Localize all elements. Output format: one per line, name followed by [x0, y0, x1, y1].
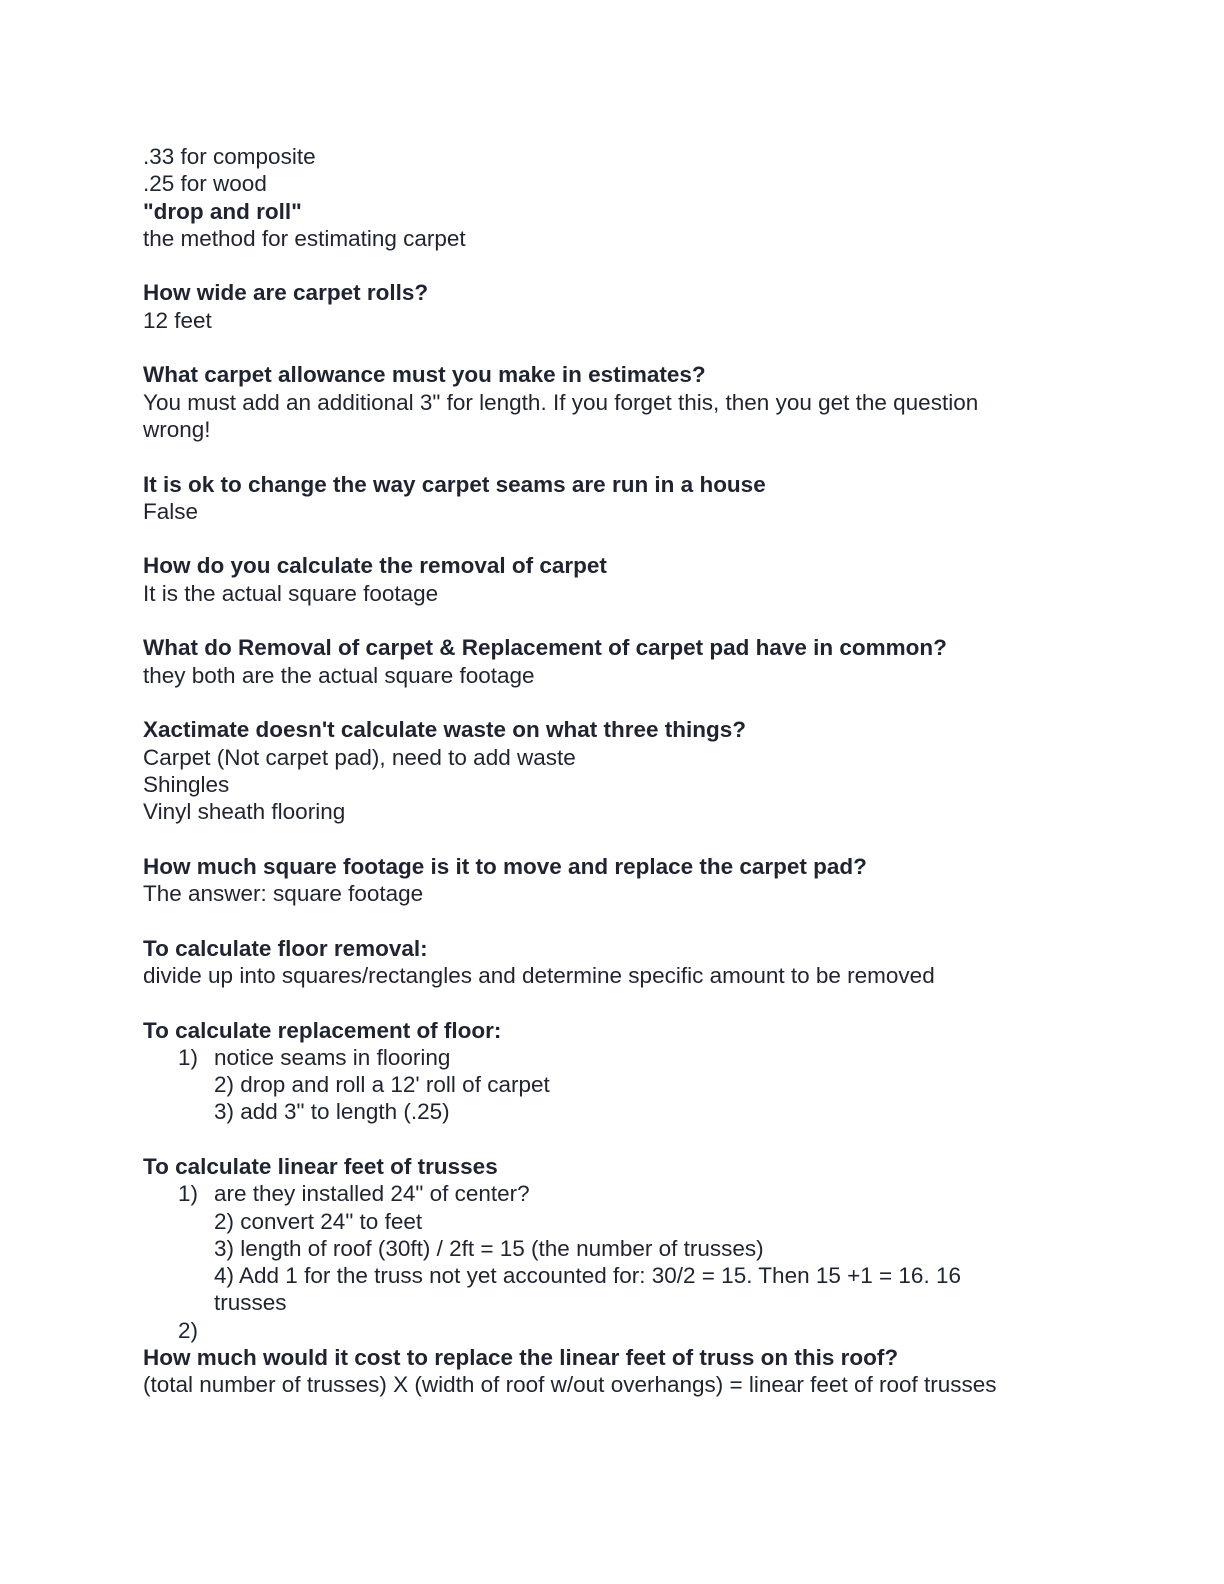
- question-xactimate-waste: Xactimate doesn't calculate waste on what three things?: [143, 717, 746, 743]
- floor-replacement-step-1: [143, 1044, 1063, 1071]
- floor-replacement-step-3: 3) add 3" to length (.25): [214, 1099, 450, 1125]
- list-number: 1): [178, 1044, 199, 1070]
- question-drop-and-roll: "drop and roll": [143, 198, 302, 224]
- truss-step-2: 2) convert 24" to feet: [214, 1208, 423, 1234]
- spacer: [143, 443, 1063, 470]
- answer-carpet-seams: False: [143, 498, 199, 524]
- answer-removal-replacement-common: they both are the actual square footage: [143, 662, 535, 688]
- spacer: [143, 525, 1063, 552]
- question-carpet-removal: How do you calculate the removal of carpet: [143, 553, 607, 579]
- intro-line-wood: .25 for wood: [143, 171, 267, 197]
- answer-roll-width: 12 feet: [143, 307, 212, 333]
- floor-replacement-step-2: 2) drop and roll a 12' roll of carpet: [214, 1072, 550, 1098]
- spacer: [143, 607, 1063, 634]
- spacer: [143, 907, 1063, 934]
- spacer: [143, 825, 1063, 852]
- question-truss-linear-feet: To calculate linear feet of trusses: [143, 1153, 498, 1179]
- truss-list-number-2: 2): [178, 1317, 199, 1343]
- answer-xactimate-waste-shingles: Shingles: [143, 771, 230, 797]
- question-roll-width: How wide are carpet rolls?: [143, 280, 429, 306]
- intro-line-composite: .33 for composite: [143, 144, 316, 169]
- question-floor-replacement: To calculate replacement of floor:: [143, 1017, 502, 1043]
- truss-step-4: 4) Add 1 for the truss not yet accounted for: 30/2 = 15. Then 15 +1 = 16. 16 trusses: [214, 1263, 961, 1316]
- question-floor-removal: To calculate floor removal:: [143, 935, 428, 961]
- answer-truss-cost: (total number of trusses) X (width of roof w/out overhangs) = linear feet of roof trusses: [143, 1372, 997, 1398]
- spacer: [143, 989, 1063, 1016]
- answer-carpet-pad-footage: The answer: square footage: [143, 881, 424, 907]
- answer-carpet-removal: It is the actual square footage: [143, 580, 439, 606]
- answer-drop-and-roll: the method for estimating carpet: [143, 225, 466, 251]
- list-number: 1): [178, 1181, 199, 1207]
- answer-floor-removal: divide up into squares/rectangles and determine specific amount to be removed: [143, 962, 935, 988]
- answer-carpet-allowance: You must add an additional 3" for length. If you forget this, then you get the question wrong!: [143, 389, 979, 442]
- question-carpet-pad-footage: How much square footage is it to move and replace the carpet pad?: [143, 853, 867, 879]
- list-item-text: notice seams in flooring: [214, 1044, 451, 1070]
- spacer: [143, 689, 1063, 716]
- answer-xactimate-waste-vinyl: Vinyl sheath flooring: [143, 799, 346, 825]
- truss-step-3: 3) length of roof (30ft) / 2ft = 15 (the number of trusses): [214, 1235, 764, 1261]
- list-item-text: are they installed 24" of center?: [214, 1181, 530, 1207]
- truss-step-1: [143, 1180, 1063, 1207]
- answer-xactimate-waste-carpet: Carpet (Not carpet pad), need to add waste: [143, 744, 576, 770]
- question-removal-replacement-common: What do Removal of carpet & Replacement of carpet pad have in common?: [143, 635, 947, 661]
- spacer: [143, 334, 1063, 361]
- question-carpet-seams: It is ok to change the way carpet seams are run in a house: [143, 471, 766, 497]
- question-truss-cost: How much would it cost to replace the linear feet of truss on this roof?: [143, 1345, 899, 1371]
- spacer: [143, 1126, 1063, 1153]
- question-carpet-allowance: What carpet allowance must you make in estimates?: [143, 362, 706, 388]
- document-page: [143, 143, 1063, 1399]
- spacer: [143, 252, 1063, 279]
